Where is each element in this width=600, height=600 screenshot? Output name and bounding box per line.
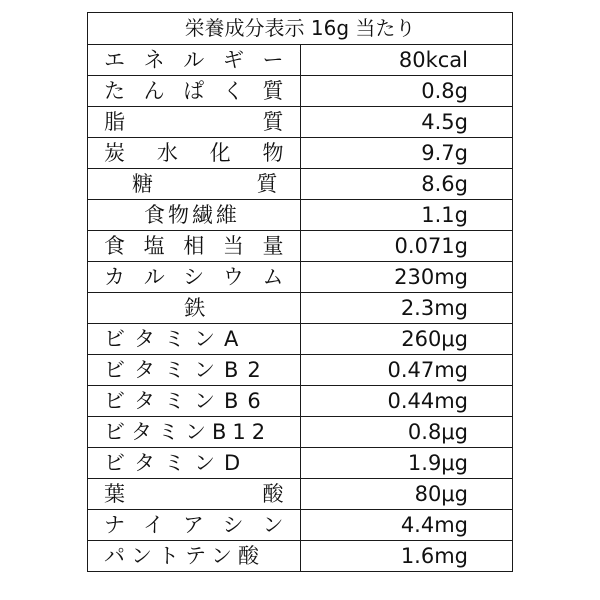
nutrient-name: ビタミンB6 — [104, 389, 270, 413]
table-row — [88, 386, 513, 417]
table-row — [88, 355, 513, 386]
nutrient-name-cell — [88, 107, 301, 138]
nutrient-name: ビタミンB2 — [104, 358, 270, 382]
table-row — [88, 541, 513, 572]
nutrient-name-cell — [88, 76, 301, 107]
nutrient-value: 0.071g — [300, 231, 513, 262]
nutrient-value: 1.6mg — [300, 541, 513, 572]
table-title: 栄養成分表示 16g 当たり — [88, 13, 513, 45]
nutrient-value: 9.7g — [300, 138, 513, 169]
nutrient-value: 0.44mg — [300, 386, 513, 417]
nutrient-name: カルシウム — [104, 265, 286, 289]
nutrient-name-cell — [88, 262, 301, 293]
nutrient-name-cell — [88, 417, 301, 448]
nutrient-name: 脂質 — [104, 110, 286, 134]
table-row — [88, 510, 513, 541]
nutrient-name-cell — [88, 324, 301, 355]
nutrient-name: 炭水化物 — [104, 141, 286, 165]
table-title-row — [88, 13, 513, 45]
nutrient-name-cell — [88, 448, 301, 479]
table-row — [88, 200, 513, 231]
nutrient-name: 葉酸 — [104, 482, 286, 506]
nutrient-name-cell — [88, 479, 301, 510]
table-row — [88, 262, 513, 293]
nutrient-value: 0.8μg — [300, 417, 513, 448]
nutrient-name: 食塩相当量 — [104, 234, 286, 258]
nutrient-name-cell — [88, 169, 301, 200]
nutrient-name: たんぱく質 — [104, 79, 286, 103]
table-row — [88, 448, 513, 479]
nutrient-name-cell — [88, 355, 301, 386]
table-row — [88, 417, 513, 448]
nutrition-facts-table — [87, 12, 513, 572]
nutrient-name: ナイアシン — [104, 513, 286, 537]
nutrient-name: ビタミンD — [104, 451, 250, 475]
nutrient-name-cell — [88, 510, 301, 541]
nutrient-name-cell — [88, 138, 301, 169]
table-row — [88, 76, 513, 107]
nutrient-name: 糖質 — [132, 172, 280, 196]
nutrient-name: エネルギー — [104, 48, 286, 72]
table-row — [88, 324, 513, 355]
nutrient-value: 8.6g — [300, 169, 513, 200]
nutrient-name-cell — [88, 45, 301, 76]
nutrient-value: 2.3mg — [300, 293, 513, 324]
nutrient-name: ビタミンB12 — [104, 420, 272, 444]
nutrient-name: 鉄 — [184, 296, 206, 320]
table-row — [88, 169, 513, 200]
nutrient-name-cell — [88, 541, 301, 572]
nutrient-name-cell — [88, 386, 301, 417]
table-row — [88, 107, 513, 138]
nutrient-value: 0.47mg — [300, 355, 513, 386]
nutrient-name: 食物繊維 — [144, 203, 240, 227]
table-row — [88, 138, 513, 169]
nutrient-name: ビタミンA — [104, 327, 248, 351]
nutrient-value: 0.8g — [300, 76, 513, 107]
nutrient-name: パントテン酸 — [104, 544, 265, 568]
table-row — [88, 231, 513, 262]
nutrient-value: 80μg — [300, 479, 513, 510]
nutrient-value: 230mg — [300, 262, 513, 293]
nutrient-name-cell — [88, 293, 301, 324]
nutrient-value: 260μg — [300, 324, 513, 355]
nutrient-value: 1.1g — [300, 200, 513, 231]
nutrient-name-cell — [88, 200, 301, 231]
table-row — [88, 293, 513, 324]
nutrient-value: 1.9μg — [300, 448, 513, 479]
nutrient-value: 4.5g — [300, 107, 513, 138]
table-row — [88, 479, 513, 510]
table-row — [88, 45, 513, 76]
nutrient-value: 80kcal — [300, 45, 513, 76]
nutrient-value: 4.4mg — [300, 510, 513, 541]
nutrient-name-cell — [88, 231, 301, 262]
